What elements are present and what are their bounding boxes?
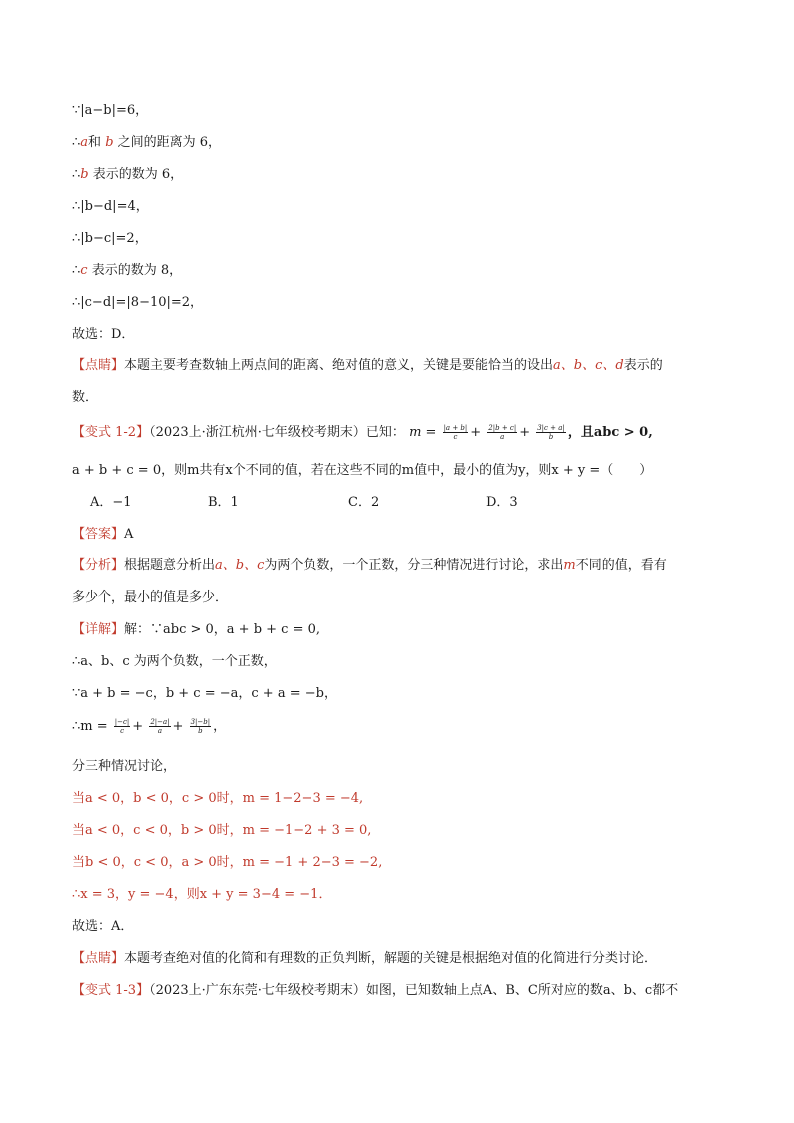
analysis-line-2: 多少个，最小的值是多少． [72, 590, 229, 605]
analysis-tag: 【分析】 [72, 558, 125, 573]
solution-line-4: ∴|b−d|=4， [72, 199, 149, 214]
detail-fraction-3: $\frac{3|-b|}{b}$ [190, 718, 211, 735]
detail-line-3: ∵a + b = −c，b + c = −a，c + a = −b， [72, 686, 337, 701]
choice-d[interactable]: D．3 [486, 495, 518, 510]
variant-1-2-line-2: a + b + c = 0，则m共有x个不同的值，若在这些不同的m值中，最小的值为y，则x + y =（ ） [72, 463, 653, 478]
solution-line-7: ∴|c−d|=|8−10|=2， [72, 295, 204, 310]
detail-line-5: 分三种情况讨论， [72, 759, 177, 774]
variant-1-3: 【变式 1-3】（2023上·广东东莞·七年级校考期末）如图，已知数轴上点A、B、C所对应的数a、b、c都不 [72, 983, 679, 998]
dianjing-tag-2: 【点睛】 [72, 951, 125, 966]
answer-value: A [124, 527, 134, 542]
solution-line-1: ∵|a−b|=6， [72, 103, 149, 118]
detail-tag: 【详解】 [72, 622, 125, 637]
dianjing-2: 【点睛】本题考查绝对值的化简和有理数的正负判断，解题的关键是根据绝对值的化简进行分类讨论． [72, 951, 658, 966]
dianjing-tag: 【点睛】 [72, 358, 125, 373]
detail-case-3: 当b < 0，c < 0，a > 0时，m = −1 + 2−3 = −2, [72, 855, 383, 870]
detail-case-1: 当a < 0，b < 0，c > 0时，m = 1−2−3 = −4, [72, 791, 364, 806]
fraction-2: $\frac{2|b + c|}{a}$ [488, 424, 517, 441]
fraction-3: $\frac{3|c + a|}{b}$ [537, 424, 565, 441]
detail-line-2: ∴a、b、c 为两个负数，一个正数， [72, 654, 277, 669]
detail-fraction-2: $\frac{2|-a|}{a}$ [150, 718, 170, 735]
dianjing-1-line-2: 数． [72, 390, 99, 405]
solution-line-3: ∴b 表示的数为 6， [72, 167, 184, 182]
answer [72, 526, 133, 544]
detail-choice: 故选：A． [72, 919, 134, 934]
dianjing-1: 【点睛】本题主要考查数轴上两点间的距离、绝对值的意义，关键是要能恰当的设出a、b、c、d表示的 [72, 358, 663, 373]
choice-a[interactable]: A．−1 [90, 495, 132, 510]
variant-1-2-header: 【变式 1-2】（2023上·浙江杭州·七年级校考期末）已知： m = $\frac{|a + b|}{c}$ + $\frac{2|b + c|}{a}$ + $\frac{3|c + a|}{b}$ ，且abc > 0, [72, 424, 653, 441]
choice-b[interactable]: B．1 [208, 495, 239, 510]
solution-line-2: ∴a和 b 之间的距离为 6， [72, 135, 222, 150]
solution-line-8: 故选：D． [72, 327, 135, 342]
analysis: 【分析】根据题意分析出a、b、c为两个负数，一个正数，分三种情况进行讨论，求出m不同的值，看有 [72, 558, 667, 573]
detail-result: ∴x = 3，y = −4，则x + y = 3−4 = −1． [72, 887, 332, 902]
fraction-1: $\frac{|a + b|}{c}$ [443, 424, 468, 441]
detail-line-1: 【详解】解：∵abc > 0，a + b + c = 0, [72, 622, 321, 637]
variant-tag-2: 【变式 1-3】 [72, 983, 150, 998]
choice-c[interactable]: C．2 [348, 495, 380, 510]
detail-case-2: 当a < 0，c < 0，b > 0时，m = −1−2 + 3 = 0, [72, 823, 372, 838]
detail-fraction-1: $\frac{|-c|}{c}$ [114, 718, 130, 735]
solution-line-5: ∴|b−c|=2， [72, 231, 148, 246]
solution-line-6: ∴c 表示的数为 8， [72, 263, 183, 278]
variant-tag: 【变式 1-2】 [72, 425, 150, 440]
detail-line-4: ∴m = $\frac{|-c|}{c}$ + $\frac{2|-a|}{a}$ + $\frac{3|-b|}{b}$ ， [72, 718, 227, 735]
answer-tag: 【答案】 [72, 527, 125, 542]
